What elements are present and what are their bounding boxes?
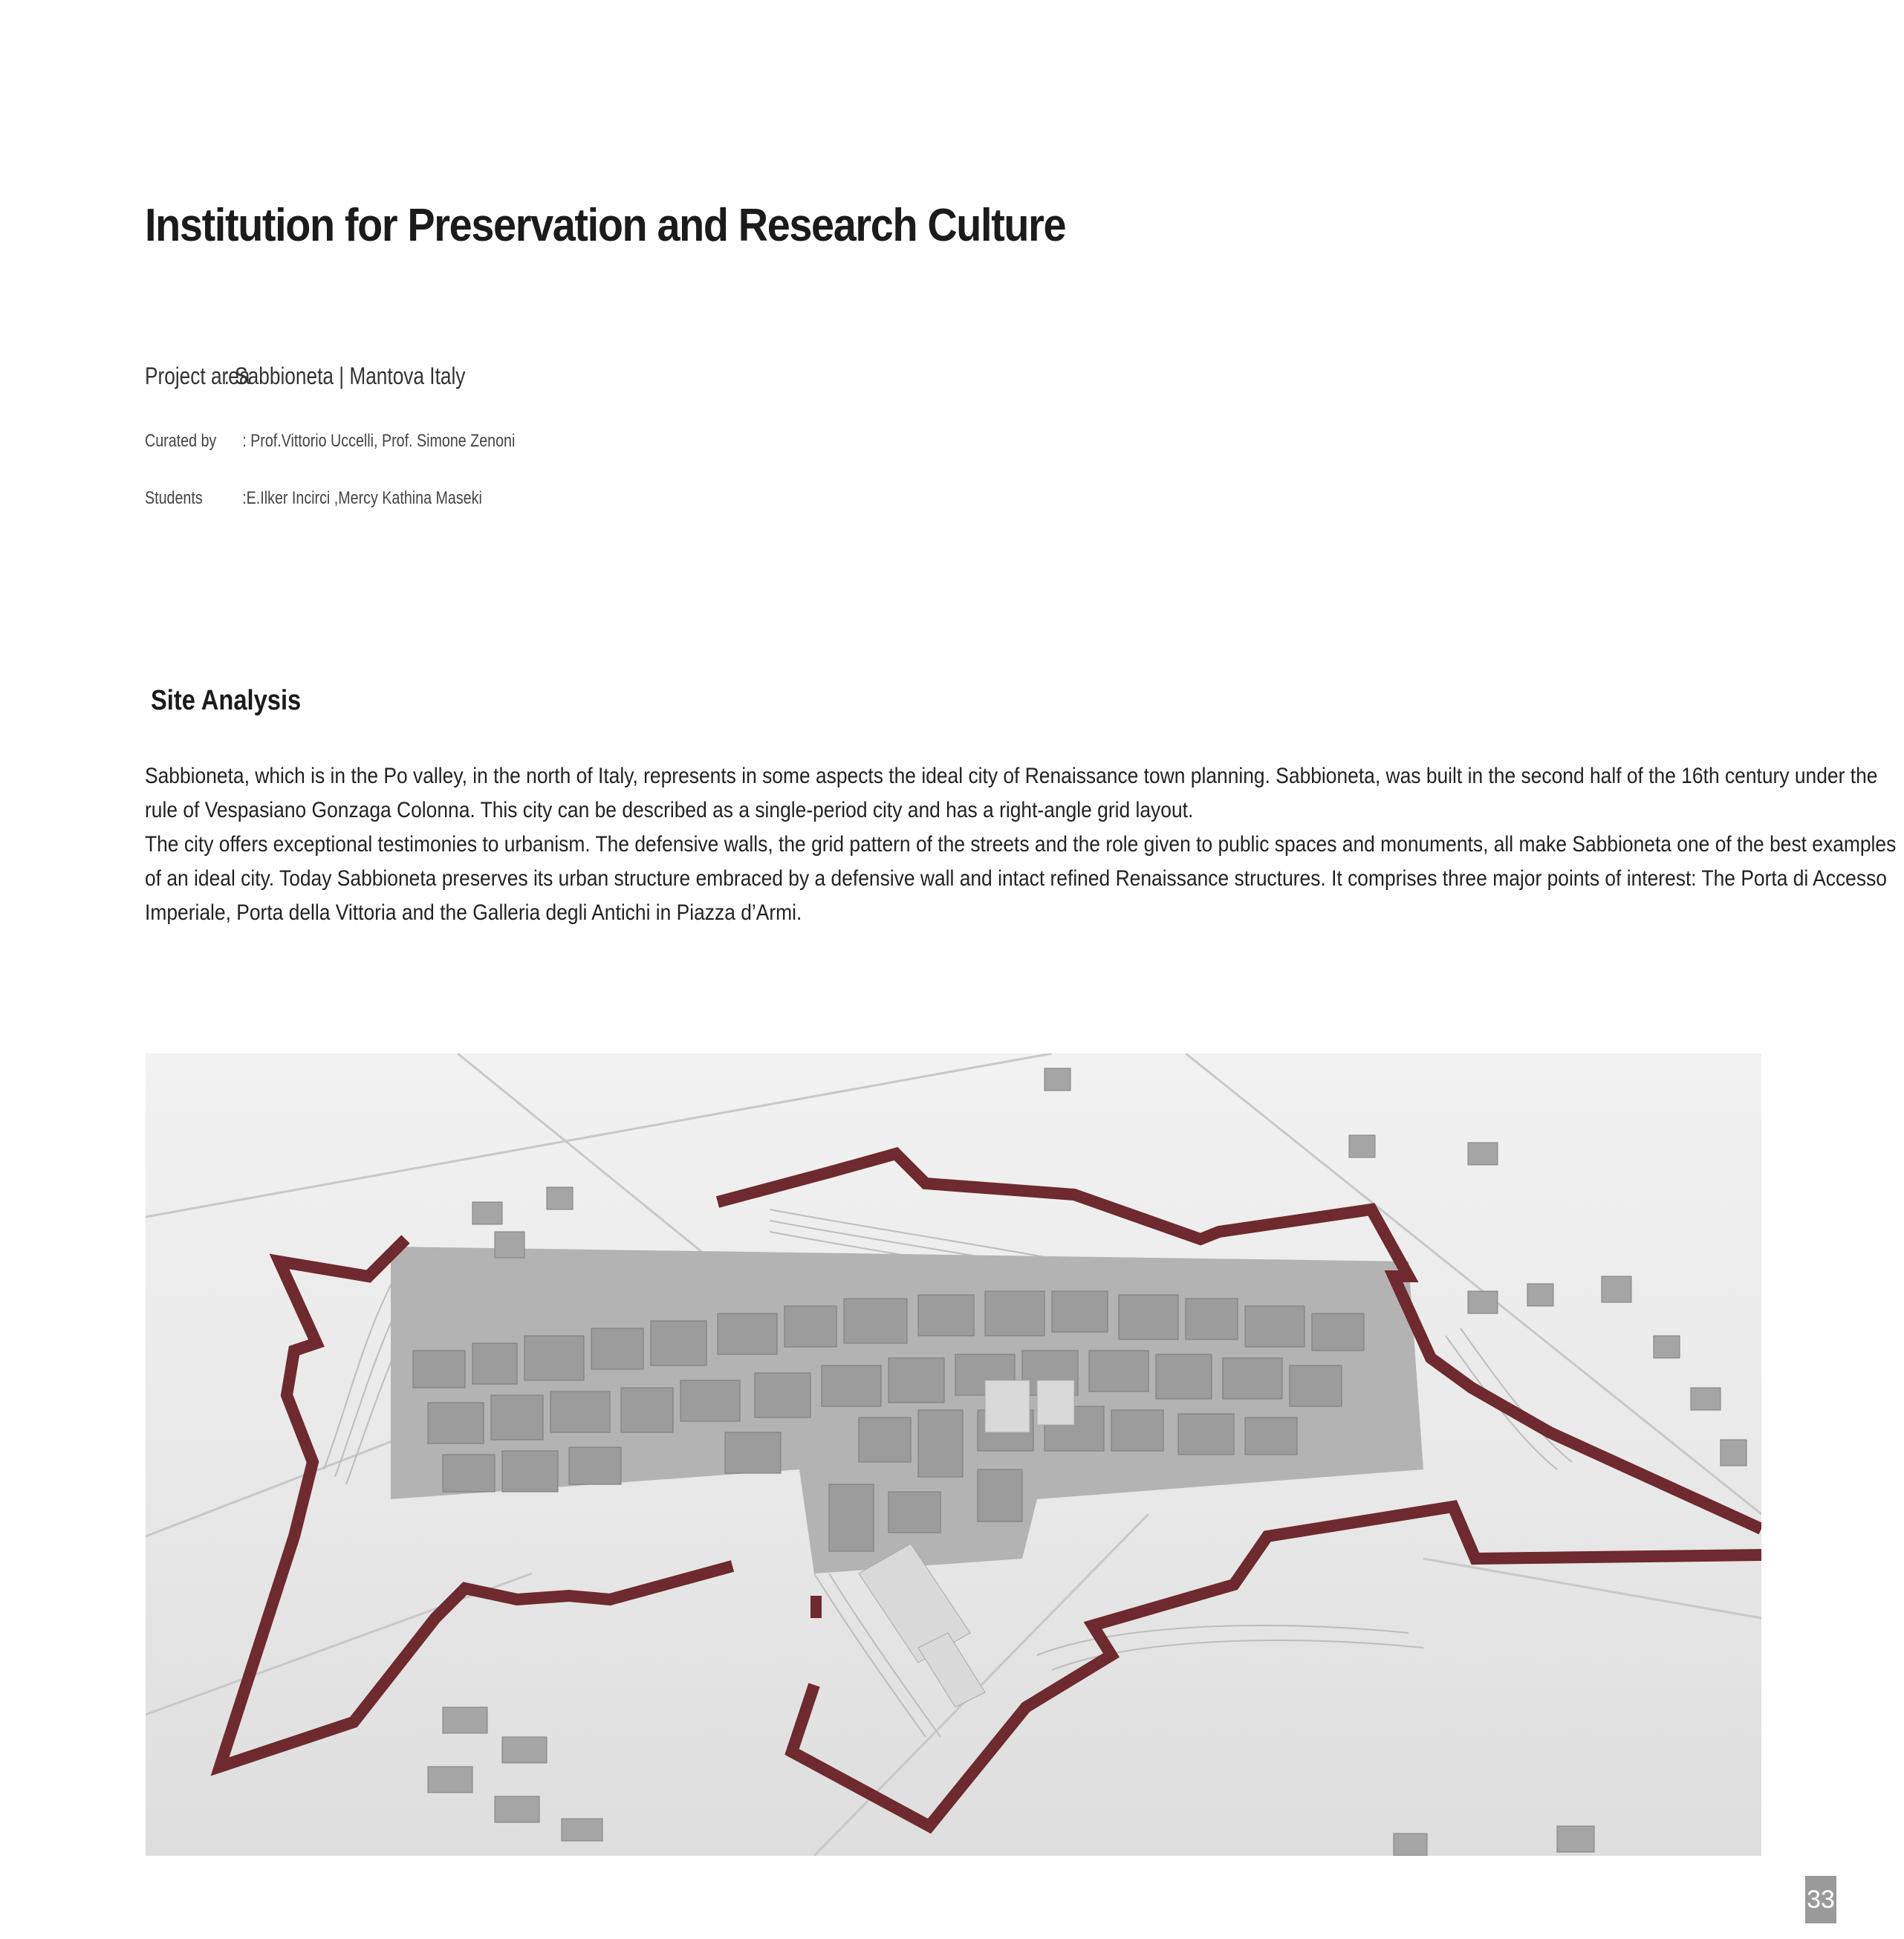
section-heading: Site Analysis: [151, 685, 302, 716]
project-area-value: : Sabbioneta | Mantova Italy: [224, 363, 466, 389]
site-model-photo: [146, 1053, 1761, 1856]
project-area-label: Project area: [145, 363, 250, 389]
site-model-illustration: [146, 1053, 1761, 1856]
project-area-row: [145, 363, 466, 390]
wall-bastion-fills: [810, 1596, 822, 1618]
curated-by-label: Curated by: [145, 431, 217, 451]
paragraph: The city offers exceptional testimonies to urbanism. The defensive walls, the grid pattern of the streets and the role given to public spaces and monuments, all make Sabbioneta one of the best examples of an ideal city. Today Sabbioneta preserves its urban structure embraced by a defensive wall and intact refined Renaissance structures. It comprises three major points of interest: The Porta di Accesso Imperiale, Porta della Vittoria and the Galleria degli Antichi in Piazza d’Armi.: [145, 832, 1897, 925]
students-label: Students: [145, 488, 203, 508]
students-value: :E.Ilker Incirci ,Mercy Kathina Maseki: [242, 488, 482, 508]
students-row: [145, 488, 482, 509]
curated-by-value: : Prof.Vittorio Uccelli, Prof. Simone Zenoni: [242, 431, 516, 451]
curated-by-row: [145, 431, 516, 452]
page-number-badge: 33: [1805, 1876, 1836, 1923]
site-analysis-text: [145, 759, 1903, 930]
page-title: Institution for Preservation and Research Culture: [145, 200, 1066, 251]
paragraph: Sabbioneta, which is in the Po valley, in the north of Italy, represents in some aspects the ideal city of Renaissance town planning. Sabbioneta, was built in the second half of the 16th century under the rule of Vespasiano Gonzaga Colonna. This city can be described as a single-period city and has a right-angle grid layout.: [145, 764, 1878, 822]
